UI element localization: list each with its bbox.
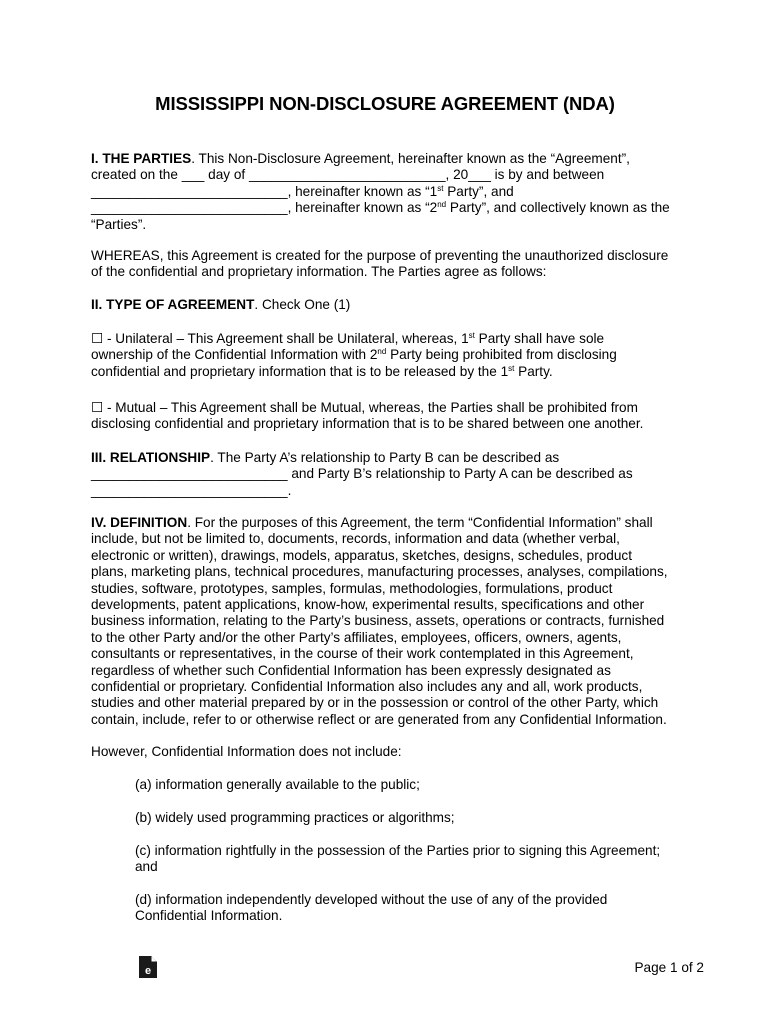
definition-section: IV. DEFINITION. For the purposes of this Agreement, the term “Confidential Information” shall include, but not be limited to, documents, records, information and data (whether verbal, electronic or written), drawings, models, apparatus, sketches, designs, schedules, product plans, marketing plans, technical procedures, manufacturing processes, analyses, compilations, studies, software, prototypes, samples, formulas, methodologies, formulations, product developments, patent applications, know-how, experimental results, specifications and other business information, relating to the Party’s business, assets, operations or contracts, furnished to the other Party and/or the other Party’s affiliates, employees, officers, owners, agents, consultants or representatives, in the course of their work contemplated in this Agreement, regardless of whether such Confidential Information has been expressly designated as confidential or proprietary. Confidential Information also includes any and all, work products, studies and other material prepared by or in the possession or control of the other Party, which contain, include, refer to or otherwise reflect or are generated from any Confidential Information. [91, 515, 691, 728]
definition-line: studies and other material prepared by or in the possession or control of the other Party, which [91, 695, 659, 711]
exclusion-d: (d) information independently developed without the use of any of the provided Confidential Information. [135, 892, 608, 924]
type-heading: II. TYPE OF AGREEMENT [91, 297, 255, 312]
document-title: MISSISSIPPI NON-DISCLOSURE AGREEMENT (NDA) [155, 93, 615, 114]
definition-line: business information, relating to the Party’s business, assets, operations or contracts, furnished [91, 613, 665, 629]
relationship-line-3: __________________________. [91, 482, 292, 498]
unilateral-option: ☐ - Unilateral – This Agreement shall be Unilateral, whereas, 1st Party shall have sole ownership of the Confidential Information with 2nd Party being prohibited from disclosing confidential and proprietary information that is to be released by the 1st Party. [91, 331, 617, 379]
definition-line: confidential or proprietary. Confidential Information also includes any and all, work products, [91, 679, 643, 695]
definition-line: regardless of whether such Confidential Information has been expressly designated as [91, 662, 611, 678]
exclusion-c: (c) information rightfully in the possession of the Parties prior to signing this Agreement; and [135, 843, 661, 875]
exclusion-a: (a) information generally available to the public; [135, 777, 420, 792]
definition-line: include, but not be limited to, documents, records, information and data (whether verbal, [91, 531, 620, 547]
definition-line: electronic or written), drawings, models, apparatus, sketches, designs, schedules, product [91, 547, 632, 563]
relationship-section: III. RELATIONSHIP. The Party A’s relationship to Party B can be described as __________________________ and Party B’s relationship to Party A can be described as __________________________. [91, 450, 691, 499]
svg-text:e: e [144, 965, 152, 977]
parties-line-2: created on the ___ day of __________________________, 20___ is by and between [91, 167, 605, 183]
parties-line-4: __________________________, hereinafter known as “2nd Party”, and collectively known as the [91, 200, 670, 216]
definition-line: contain, include, refer to or otherwise reflect or are generated from any Confidential Information. [91, 711, 667, 727]
relationship-heading: III. RELATIONSHIP [91, 450, 211, 465]
parties-line-5: “Parties”. [91, 216, 147, 232]
mutual-option: ☐ - Mutual – This Agreement shall be Mutual, whereas, the Parties shall be prohibited from disclosing confidential and proprietary information that is to be shared between one another. [91, 400, 644, 432]
page-number: Page 1 of 2 [634, 960, 704, 975]
eforms-logo-icon [138, 955, 158, 979]
exclusion-b: (b) widely used programming practices or algorithms; [135, 810, 455, 825]
parties-section [91, 151, 691, 233]
unilateral-checkbox[interactable]: ☐ [91, 331, 104, 346]
relationship-line-2: __________________________ and Party B’s relationship to Party A can be described as [91, 466, 633, 482]
definition-line: studies, software, prototypes, samples, formulas, methodologies, formulations, product [91, 580, 613, 596]
definition-line: plans, marketing plans, technical procedures, manufacturing processes, analyses, compilations, [91, 564, 668, 580]
mutual-checkbox[interactable]: ☐ [91, 400, 104, 415]
whereas-line-2: of the confidential and proprietary information. The Parties agree as follows: [91, 264, 547, 280]
type-section: II. TYPE OF AGREEMENT. Check One (1) [91, 297, 351, 312]
parties-line-3: __________________________, hereinafter known as “1st Party”, and [91, 183, 514, 199]
whereas-section [91, 248, 691, 281]
parties-heading: I. THE PARTIES [91, 151, 192, 166]
definition-line: consultants or representatives, in the course of their work contemplated in this Agreement, [91, 646, 634, 662]
definition-heading: IV. DEFINITION [91, 515, 188, 530]
whereas-line-1: WHEREAS, this Agreement is created for the purpose of preventing the unauthorized disclosure [91, 248, 669, 263]
parties-line-1: I. THE PARTIES. This Non-Disclosure Agreement, hereinafter known as the “Agreement”, [91, 151, 630, 166]
definition-line: to the other Party and/or the other Party’s affiliates, employees, officers, owners, agents, [91, 629, 622, 645]
definition-line: developments, patent applications, know-how, experimental results, specifications and other [91, 597, 645, 613]
however-line: However, Confidential Information does not include: [91, 744, 402, 759]
